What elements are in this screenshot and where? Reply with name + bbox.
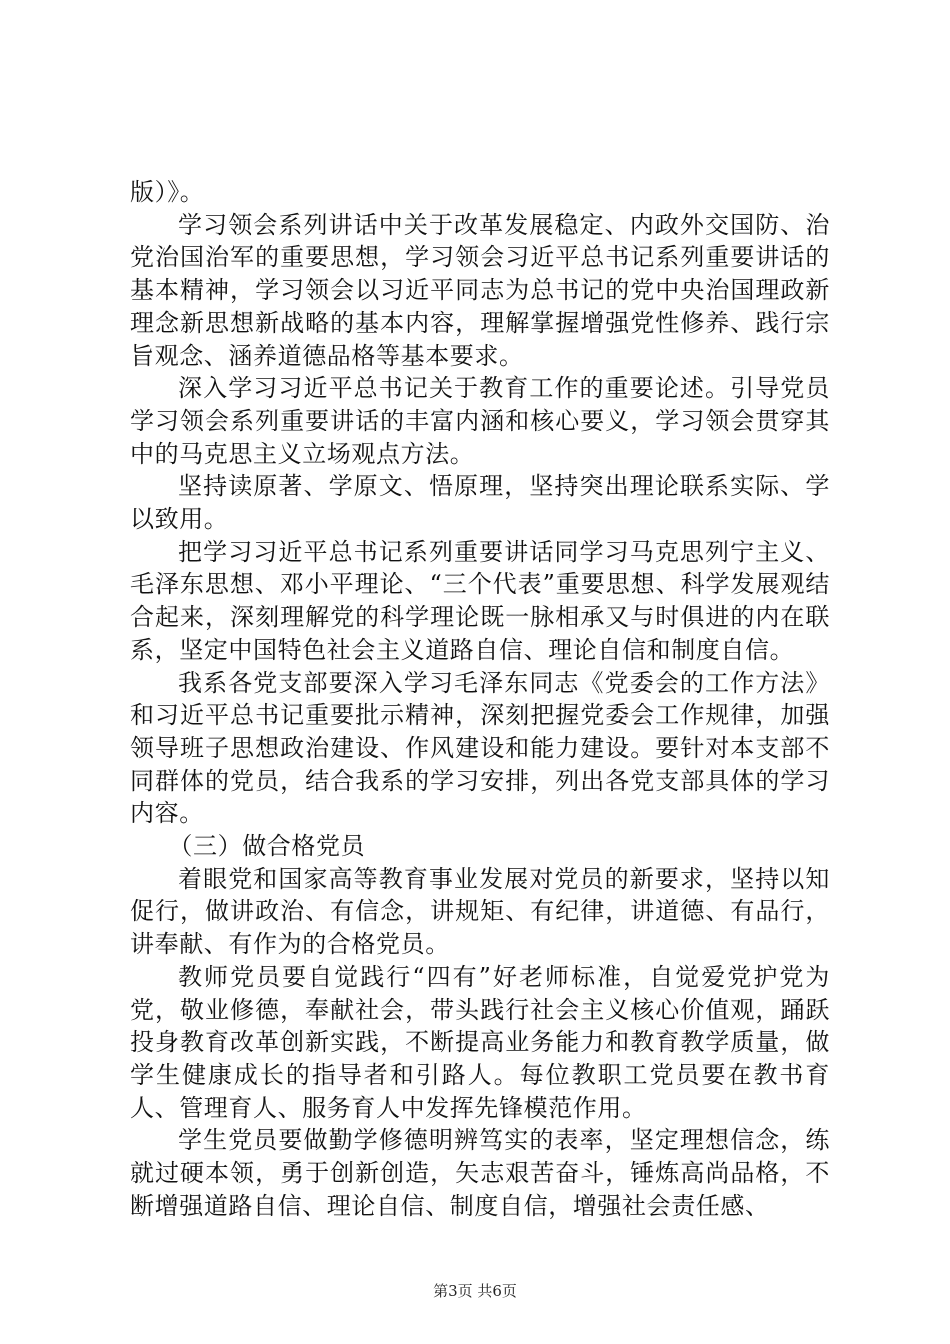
paragraph-study-speeches: 学习领会系列讲话中关于改革发展稳定、内政外交国防、治党治国治军的重要思想，学习领会习近平总书记系列重要讲话的基本精神，学习领会以习近平同志为总书记的党中央治国理政新理念新思想新战略的基本内容，理解掌握增强党性修养、践行宗旨观念、涵养道德品格等基本要求。	[130, 210, 830, 370]
paragraph-party-branches: 我系各党支部要深入学习毛泽东同志《党委会的工作方法》和习近平总书记重要批示精神，深刻把握党委会工作规律，加强领导班子思想政治建设、作风建设和能力建设。要针对本支部不同群体的党员，结合我系的学习安排，列出各党支部具体的学习内容。	[130, 668, 830, 828]
paragraph-education-discourse: 深入学习习近平总书记关于教育工作的重要论述。引导党员学习领会系列重要讲话的丰富内涵和核心要义，学习领会贯穿其中的马克思主义立场观点方法。	[130, 374, 830, 468]
section-heading: （三）做合格党员	[168, 832, 366, 861]
paragraph-qualified-members: 着眼党和国家高等教育事业发展对党员的新要求，坚持以知促行，做讲政治、有信念，讲规矩、有纪律，讲道德、有品行，讲奉献、有作为的合格党员。	[130, 864, 830, 959]
body-text	[130, 176, 830, 1223]
page-number-footer: 第3页 共6页	[433, 1282, 517, 1300]
paragraph-read-originals: 坚持读原著、学原文、悟原理，坚持突出理论联系实际、学以致用。	[130, 472, 830, 534]
paragraph-student-members: 学生党员要做勤学修德明辨笃实的表率，坚定理想信念，练就过硬本领，勇于创新创造，矢志艰苦奋斗，锤炼高尚品格，不断增强道路自信、理论自信、制度自信，增强社会责任感、	[130, 1126, 830, 1220]
paragraph-continuation: 版）》。	[130, 178, 205, 206]
paragraph-teacher-members: 教师党员要自觉践行“四有”好老师标准，自觉爱党护党为党，敬业修德，奉献社会，带头践行社会主义核心价值观，踊跃投身教育改革创新实践，不断提高业务能力和教育教学质量，做学生健康成长的指导者和引路人。每位教职工党员要在教书育人、管理育人、服务育人中发挥先锋模范作用。	[130, 962, 830, 1122]
paragraph-combine-theory: 把学习习近平总书记系列重要讲话同学习马克思列宁主义、毛泽东思想、邓小平理论、“三个代表”重要思想、科学发展观结合起来，深刻理解党的科学理论既一脉相承又与时俱进的内在联系，坚定中国特色社会主义道路自信、理论自信和制度自信。	[130, 537, 830, 664]
